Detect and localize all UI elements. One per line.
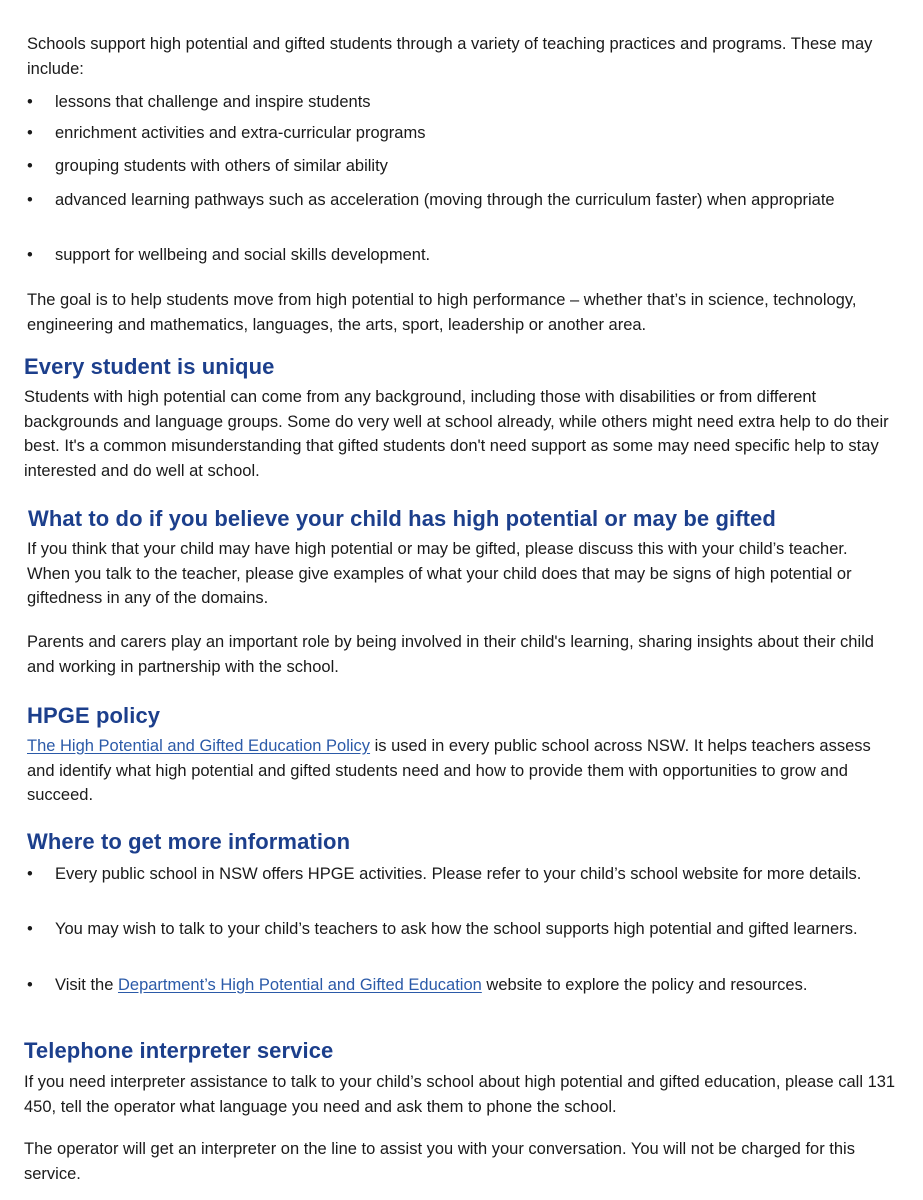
list-item-text: Every public school in NSW offers HPGE activities. Please refer to your child’s school website for more details. [55, 865, 862, 883]
goal-paragraph: The goal is to help students move from high potential to high performance – whether that’s in science, technology, engineering and mathematics, languages, the arts, sport, leadership or another area. [27, 291, 857, 334]
policy-text: is used in every public school across NSW. It helps teachers assess and identify what high potential and gifted students need and how to provide them with opportunities to grow and succeed. [27, 737, 871, 804]
what-to-do-paragraph-1: If you think that your child may have high potential or may be gifted, please discuss this with your child’s teacher. When you talk to the teacher, please give examples of what your child does that may be signs of high potential or giftedness in any of the domains. [27, 540, 852, 607]
list-item [27, 154, 895, 179]
policy-paragraph [27, 734, 895, 808]
bullet-icon: • [27, 93, 33, 111]
list-item-text: lessons that challenge and inspire students [55, 93, 371, 111]
section-heading-interpreter: Telephone interpreter service [24, 1038, 334, 1063]
bullet-icon: • [27, 191, 33, 209]
department-hpge-link[interactable]: Department’s High Potential and Gifted Education [117, 976, 482, 994]
list-item [27, 188, 895, 213]
interpreter-paragraph-1: If you need interpreter assistance to talk to your child’s school about high potential and gifted education, please call 131 450, tell the operator what language you need and ask them to phone the school. [24, 1073, 896, 1116]
bullet-icon: • [27, 246, 33, 264]
list-item [27, 862, 895, 887]
section-heading-policy: HPGE policy [27, 703, 161, 728]
intro-list [27, 90, 895, 270]
list-item [27, 90, 895, 115]
list-item-text: You may wish to talk to your child’s teachers to ask how the school supports high potential and gifted learners. [55, 920, 858, 938]
bullet-icon: • [27, 920, 33, 938]
list-item [27, 917, 895, 942]
interpreter-paragraph-2: The operator will get an interpreter on the line to assist you with your conversation. You will not be charged for this service. [24, 1140, 855, 1183]
section-heading-unique: Every student is unique [24, 354, 275, 379]
section-heading-more-info: Where to get more information [27, 829, 351, 854]
list-item-text: grouping students with others of similar ability [55, 157, 388, 175]
unique-paragraph: Students with high potential can come from any background, including those with disabilities or from different backgrounds and language groups. Some do very well at school already, while others might need extra help to do their best. It's a common misunderstanding that gifted students don't need support as some may need specific help to stay interested and do well at school. [24, 388, 889, 480]
bullet-icon: • [27, 976, 33, 994]
policy-link[interactable]: The High Potential and Gifted Education Policy [27, 737, 371, 755]
section-heading-what-to-do: What to do if you believe your child has high potential or may be gifted [28, 506, 776, 531]
list-item-text-after: website to explore the policy and resources. [481, 976, 808, 994]
intro-paragraph: Schools support high potential and gifted students through a variety of teaching practices and programs. These may include: [27, 35, 873, 78]
list-item-text: advanced learning pathways such as acceleration (moving through the curriculum faster) when appropriate [55, 191, 835, 209]
list-item-text: enrichment activities and extra-curricular programs [55, 124, 426, 142]
more-info-list [27, 862, 895, 1022]
list-item [27, 243, 895, 268]
list-item-text-before: Visit the [55, 976, 118, 994]
list-item [27, 121, 895, 146]
what-to-do-paragraph-2: Parents and carers play an important role by being involved in their child's learning, sharing insights about their child and working in partnership with the school. [27, 633, 874, 676]
bullet-icon: • [27, 865, 33, 883]
bullet-icon: • [27, 124, 33, 142]
bullet-icon: • [27, 157, 33, 175]
list-item-text: support for wellbeing and social skills development. [55, 246, 431, 264]
list-item [27, 973, 895, 998]
